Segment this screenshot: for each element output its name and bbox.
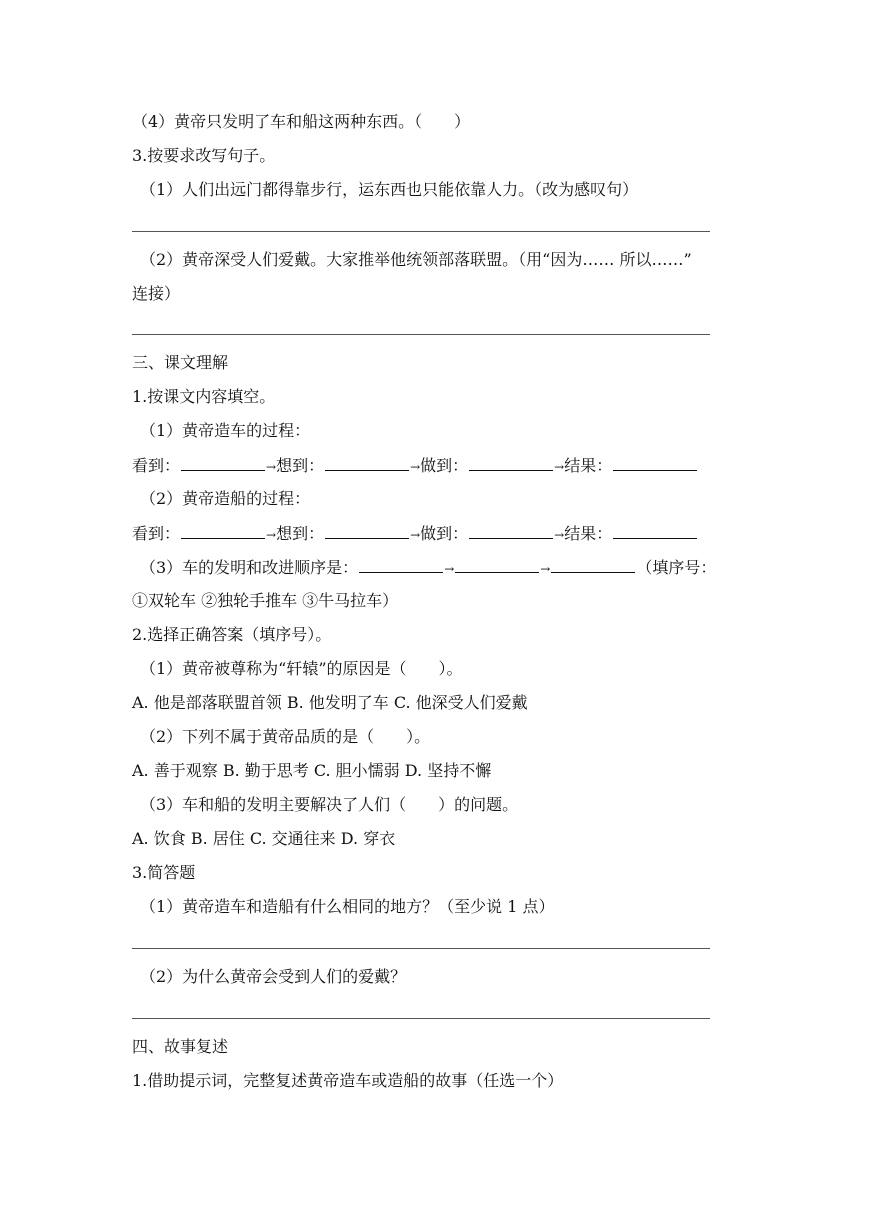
answer-line-1[interactable] — [132, 231, 710, 232]
choice-options-2: A. 善于观察 B. 勤于思考 C. 胆小懦弱 D. 坚持不懈 — [132, 761, 492, 780]
thought-blank[interactable] — [325, 523, 409, 539]
short-answer-question-2: （2）为什么黄帝会受到人们的爱戴？ — [140, 967, 407, 986]
rewrite-question-2: （2）黄帝深受人们爱戴。大家推举他统领部落联盟。（用“因为…… 所以……” — [140, 250, 692, 269]
car-process-row — [132, 455, 698, 477]
retell-task: 1.借助提示词，完整复述黄帝造车或造船的故事（任选一个） — [132, 1071, 564, 1090]
choice-options-3: A. 饮食 B. 居住 C. 交通往来 D. 穿衣 — [132, 829, 396, 848]
order-blank-1[interactable] — [359, 557, 443, 573]
result-label: 结果： — [564, 524, 613, 543]
thought-label: 想到： — [276, 456, 325, 475]
order-suffix: （填序号： — [636, 558, 717, 577]
arrow-icon: → — [554, 460, 565, 474]
seen-label: 看到： — [132, 524, 181, 543]
car-process-heading: （1）黄帝造车的过程： — [140, 421, 311, 440]
fill-in-heading: 1.按课文内容填空。 — [132, 387, 276, 406]
boat-process-row — [132, 523, 698, 545]
choice-heading: 2.选择正确答案（填序号）。 — [132, 625, 332, 644]
car-order-row — [140, 557, 716, 579]
answer-line-2[interactable] — [132, 334, 710, 335]
seen-label: 看到： — [132, 456, 181, 475]
choice-question-3: （3）车和船的发明主要解决了人们（ ）的问题。 — [140, 795, 519, 814]
choice-question-2: （2）下列不属于黄帝品质的是（ ）。 — [140, 727, 431, 746]
arrow-icon: → — [540, 562, 551, 576]
arrow-icon: → — [410, 460, 421, 474]
section-rewrite-heading: 3.按要求改写句子。 — [132, 146, 276, 165]
arrow-icon: → — [444, 562, 455, 576]
section-3-heading: 三、课文理解 — [132, 353, 229, 372]
section-4-heading: 四、故事复述 — [132, 1037, 229, 1056]
did-label: 做到： — [420, 524, 469, 543]
rewrite-question-2-cont: 连接） — [132, 284, 181, 303]
did-label: 做到： — [420, 456, 469, 475]
result-label: 结果： — [564, 456, 613, 475]
choice-question-1: （1）黄帝被尊称为“轩辕”的原因是（ ）。 — [140, 659, 463, 678]
arrow-icon: → — [266, 528, 277, 542]
seen-blank[interactable] — [181, 523, 265, 539]
result-blank[interactable] — [613, 455, 697, 471]
short-answer-question-1: （1）黄帝造车和造船有什么相同的地方？（至少说 1 点） — [140, 897, 555, 916]
did-blank[interactable] — [469, 523, 553, 539]
answer-line-3[interactable] — [132, 948, 710, 949]
order-blank-2[interactable] — [455, 557, 539, 573]
did-blank[interactable] — [469, 455, 553, 471]
choice-options-1: A. 他是部落联盟首领 B. 他发明了车 C. 他深受人们爱戴 — [132, 693, 528, 712]
arrow-icon: → — [266, 460, 277, 474]
boat-process-heading: （2）黄帝造船的过程： — [140, 489, 311, 508]
arrow-icon: → — [410, 528, 421, 542]
answer-line-4[interactable] — [132, 1018, 710, 1019]
order-prefix: （3）车的发明和改进顺序是： — [140, 558, 359, 577]
thought-label: 想到： — [276, 524, 325, 543]
result-blank[interactable] — [613, 523, 697, 539]
thought-blank[interactable] — [325, 455, 409, 471]
car-order-options: ①双轮车 ②独轮手推车 ③牛马拉车） — [132, 591, 399, 610]
question-4-judgement: （4）黄帝只发明了车和船这两种东西。（ ） — [132, 112, 471, 131]
rewrite-question-1: （1）人们出远门都得靠步行，运东西也只能依靠人力。（改为感叹句） — [140, 180, 639, 199]
short-answer-heading: 3.简答题 — [132, 863, 196, 882]
order-blank-3[interactable] — [551, 557, 635, 573]
seen-blank[interactable] — [181, 455, 265, 471]
arrow-icon: → — [554, 528, 565, 542]
